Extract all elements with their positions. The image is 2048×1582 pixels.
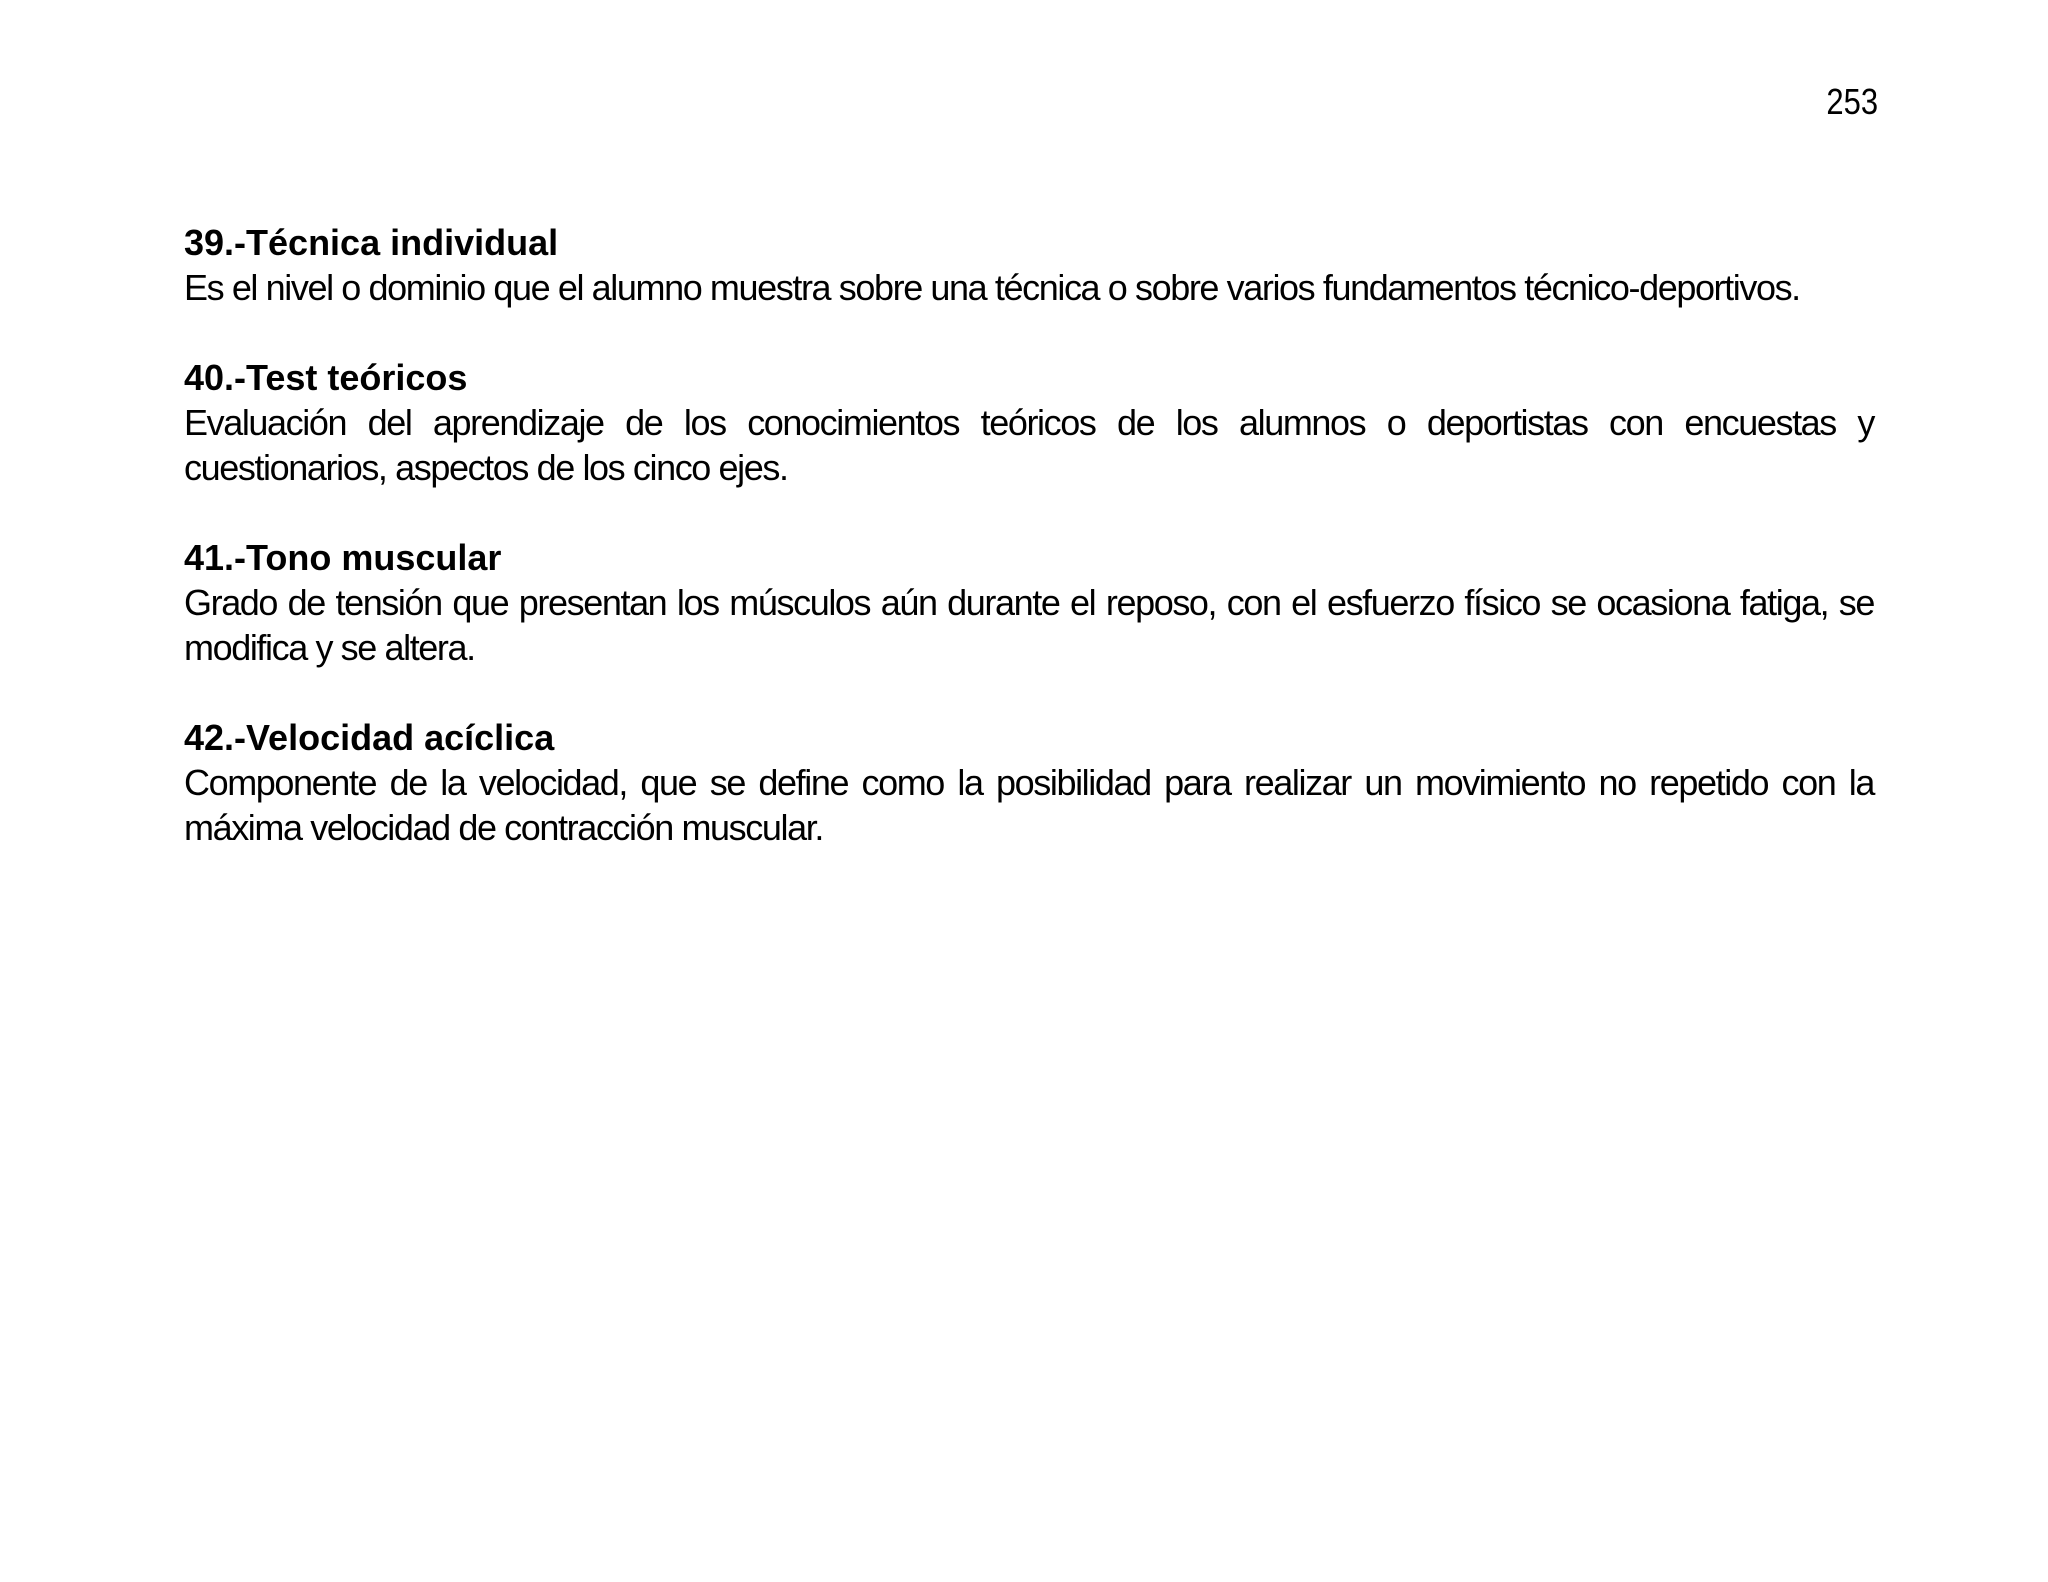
entry-title: 42.-Velocidad acíclica bbox=[184, 717, 555, 758]
glossary-content bbox=[184, 220, 1874, 895]
entry-definition: Evaluación del aprendizaje de los conocimientos teóricos de los alumnos o deportistas con encuestas y cuestionarios, aspectos de los cinco ejes. bbox=[184, 402, 1874, 488]
entry-title: 40.-Test teóricos bbox=[184, 357, 468, 398]
entry-title: 39.-Técnica individual bbox=[184, 222, 559, 263]
glossary-entry-42 bbox=[184, 715, 1874, 850]
entry-title: 41.-Tono muscular bbox=[184, 537, 502, 578]
glossary-entry-39 bbox=[184, 220, 1874, 310]
entry-definition: Grado de tensión que presentan los músculos aún durante el reposo, con el esfuerzo físico se ocasiona fatiga, se modifica y se altera. bbox=[184, 582, 1874, 668]
page-number: 253 bbox=[1826, 81, 1878, 122]
entry-definition: Componente de la velocidad, que se define como la posibilidad para realizar un movimiento no repetido con la máxima velocidad de contracción muscular. bbox=[184, 762, 1874, 848]
glossary-entry-40 bbox=[184, 355, 1874, 490]
glossary-entry-41 bbox=[184, 535, 1874, 670]
entry-definition: Es el nivel o dominio que el alumno muestra sobre una técnica o sobre varios fundamentos técnico-deportivos. bbox=[184, 267, 1800, 308]
